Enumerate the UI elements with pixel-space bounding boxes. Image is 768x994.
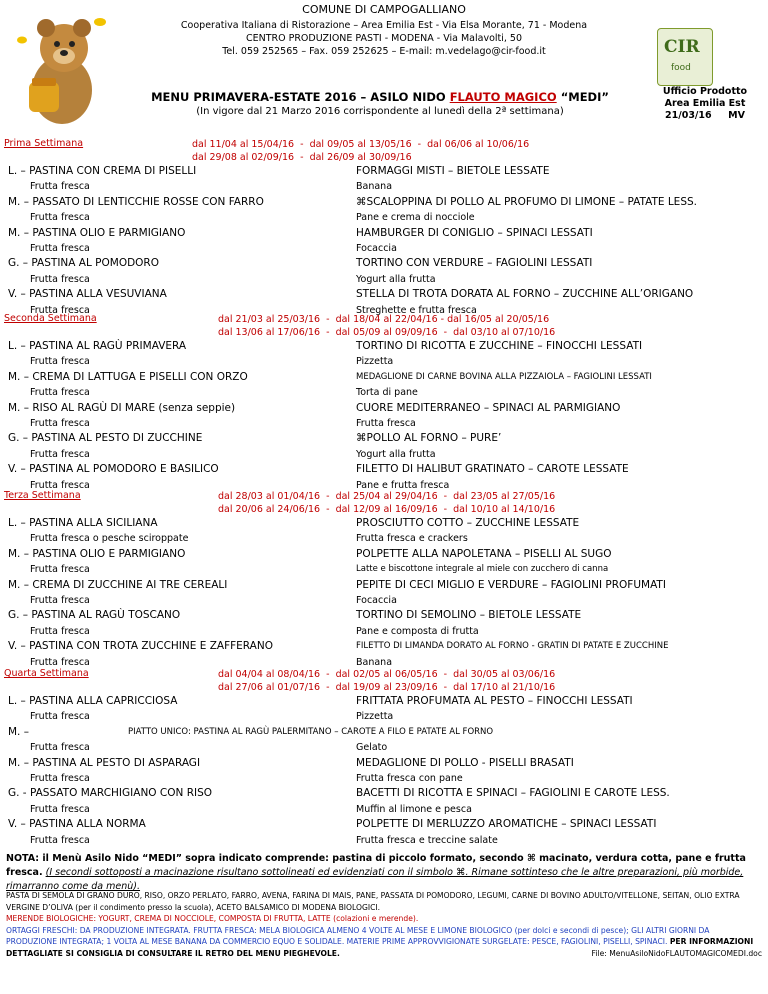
snack: Banana [356,656,393,668]
lunch-fruit: Frutta fresca [30,656,90,668]
snack: Yogurt alla frutta [356,448,436,460]
fine-print [6,890,762,959]
fine-bio-list: PASTA DI SEMOLA DI GRANO DURO, RISO, ORZO PERLATO, FARRO, AVENA, FARINA DI MAIS, PANE, PASSATA DI POMODORO, LEGUMI, CARNE DI BOVINO ADULTO/VITELLONE, SEITAN, OLIO EXTRA VERGINE D’OLIVA (per il condimento presso la scuola), ACETO BALSAMICO DI MODENA BIOLOGICI. [6,891,740,912]
logo-subtext: food [671,63,691,73]
lunch-dish: V. – PASTINA ALLA NORMA [8,818,146,831]
company-line-1: Cooperativa Italiana di Ristorazione – Area Emilia Est - Via Elsa Morante, 71 - Modena [180,20,588,31]
snack: Latte e biscottone integrale al miele con zucchero di canna [356,564,609,575]
lunch-fruit: Frutta fresca [30,742,90,754]
second-course: FRITTATA PROFUMATA AL PESTO – FINOCCHI LESSATI [356,695,633,707]
lunch-dish: M. – PASTINA AL PESTO DI ASPARAGI [8,756,201,769]
second-course: FILETTO DI LIMANDA DORATO AL FORNO - GRATIN DI PATATE E ZUCCHINE [356,641,669,652]
comune-title: COMUNE DI CAMPOGALLIANO [302,3,466,16]
week-label: Quarta Settimana [4,668,89,679]
fine-ortaggi: ORTAGGI FRESCHI: DA PRODUZIONE INTEGRATA. FRUTTA FRESCA: MELA BIOLOGICA ALMENO 4 VOLTE AL MESE E LIMONE BIOLOGICO (per dolci e secondi di pesce); GLI ALTRI GIORNI DA PRODUZIONE INTEGRATA; 1 VOLTA AL MESE BANANA DA COMMERCIO EQUO E SOLIDALE. MATERIE PRIME APPROVVIGIONATE SURGELATE: PESCE, FAGIOLINI, PISELLI, SPINACI. [6,925,710,946]
week-dates: dal 11/04 al 15/04/16 - dal 09/05 al 13/05/16 - dal 06/06 al 10/06/16 [192,139,530,150]
lunch-dish: V. – PASTINA ALLA VESUVIANA [8,288,167,301]
lunch-fruit: Frutta fresca [30,625,90,637]
cir-food-logo [657,28,713,86]
lunch-dish: L. – PASTINA ALLA SICILIANA [8,517,158,529]
week-label: Terza Settimana [4,490,81,501]
snack: Frutta fresca con pane [356,773,463,784]
snack: Focaccia [356,595,397,606]
lunch-dish: L. – PASTINA ALLA CAPRICCIOSA [8,695,178,707]
lunch-dish: M. – RISO AL RAGÙ DI MARE (senza seppie) [8,401,236,414]
bear-illustration [14,10,114,130]
note-block [6,852,762,894]
second-course: FORMAGGI MISTI – BIETOLE LESSATE [356,165,550,177]
second-course: PEPITE DI CECI MIGLIO E VERDURE – FAGIOLINI PROFUMATI [356,578,666,591]
note-lead: NOTA: il Menù Asilo Nido “MEDI” sopra indicato comprende: pastina di piccolo formato, secondo ⌘ macinato, verdura cotta, pane e frutta fresca. [6,853,746,878]
lunch-dish: L. – PASTINA CON CREMA DI PISELLI [8,165,197,177]
lunch-dish: M. – CREMA DI LATTUGA E PISELLI CON ORZO [8,370,248,383]
lunch-dish: L. – PASTINA AL RAGÙ PRIMAVERA [8,340,187,352]
snack: Pizzetta [356,711,394,723]
snack: Pane e crema di nocciole [356,212,475,224]
snack: Banana [356,181,393,193]
lunch-dish: M. – PASTINA OLIO E PARMIGIANO [8,226,186,239]
lunch-fruit: Frutta fresca [30,418,90,429]
lunch-dish: G. – PASTINA AL RAGÙ TOSCANO [8,609,181,622]
title-suffix: “MEDI” [556,90,609,104]
lunch-fruit: Frutta fresca [30,304,90,316]
lunch-dish: V. – PASTINA AL POMODORO E BASILICO [8,463,219,476]
lunch-fruit: Frutta fresca [30,803,90,815]
lunch-fruit: Frutta fresca [30,212,90,224]
lunch-fruit: Frutta fresca [30,711,90,723]
second-course: MEDAGLIONE DI POLLO - PISELLI BRASATI [356,756,574,769]
lunch-dish: M. – CREMA DI ZUCCHINE AI TRE CEREALI [8,578,228,591]
snack: Pizzetta [356,356,394,368]
week-dates: dal 21/03 al 25/03/16 - dal 18/04 al 22/04/16 - dal 16/05 al 20/05/16 [218,314,550,325]
second-course: TORTINO DI RICOTTA E ZUCCHINE – FINOCCHI LESSATI [356,340,643,352]
title-school-name: FLAUTO MAGICO [449,90,557,104]
office-line-2: Area Emilia Est [664,98,746,109]
company-info [0,19,768,58]
lunch-fruit: Frutta fresca o pesche sciroppate [30,533,189,545]
second-course: CUORE MEDITERRANEO – SPINACI AL PARMIGIANO [356,401,621,414]
lunch-dish: M. – [8,725,29,738]
lunch-fruit: Frutta fresca [30,595,90,606]
lunch-dish: V. – PASTINA CON TROTA ZUCCHINE E ZAFFERANO [8,640,273,653]
second-course: PROSCIUTTO COTTO – ZUCCHINE LESSATE [356,517,580,529]
snack: Frutta fresca e crackers [356,533,468,545]
second-course: STELLA DI TROTA DORATA AL FORNO – ZUCCHINE ALL’ORIGANO [356,288,694,301]
company-line-2: CENTRO PRODUZIONE PASTI - MODENA - Via Malavolti, 50 [245,33,523,44]
logo-text: CIR [664,37,700,57]
lunch-dish: G. – PASTINA AL POMODORO [8,257,159,270]
lunch-fruit: Frutta fresca [30,773,90,784]
lunch-dish: G. – PASTINA AL PESTO DI ZUCCHINE [8,432,203,445]
second-course: BACETTI DI RICOTTA E SPINACI – FAGIOLINI E CAROTE LESS. [356,787,670,800]
lunch-dish: M. – PASTINA OLIO E PARMIGIANO [8,547,186,560]
note-italic: (I secondi sottoposti a macinazione risultano sottolineati ed evidenziati con il simbolo ⌘. Rimane sottinteso che le altre preparazioni, più morbide, rimarranno come da menù). [6,867,744,892]
snack: Frutta fresca [356,418,416,429]
week-label: Prima Settimana [4,138,84,149]
second-course: TORTINO CON VERDURE – FAGIOLINI LESSATI [356,257,593,270]
second-course: MEDAGLIONE DI CARNE BOVINA ALLA PIZZAIOLA – FAGIOLINI LESSATI [356,371,652,382]
second-course: ⌘SCALOPPINA DI POLLO AL PROFUMO DI LIMONE – PATATE LESS. [356,195,697,208]
office-block [650,86,760,122]
second-course: HAMBURGER DI CONIGLIO – SPINACI LESSATI [356,226,593,239]
snack: Gelato [356,742,388,754]
lunch-fruit: Frutta fresca [30,273,90,285]
week-dates: dal 13/06 al 17/06/16 - dal 05/09 al 09/09/16 - dal 03/10 al 07/10/16 [218,327,556,338]
lunch-dish: G. - PASSATO MARCHIGIANO CON RISO [8,787,213,800]
second-course: TORTINO DI SEMOLINO – BIETOLE LESSATE [356,609,582,622]
second-course: ⌘POLLO AL FORNO – PURE’ [356,432,502,445]
snack: Pane e composta di frutta [356,625,479,637]
menu-title [120,90,640,104]
company-line-3: Tel. 059 252565 – Fax. 059 252625 – E-mail: m.vedelago@cir-food.it [222,46,546,57]
title-prefix: MENU PRIMAVERA-ESTATE 2016 – ASILO NIDO [151,90,450,104]
snack: Muffin al limone e pesca [356,803,472,815]
office-line-3: 21/03/16 MV [665,110,745,121]
week-dates: dal 20/06 al 24/06/16 - dal 12/09 al 16/09/16 - dal 10/10 al 14/10/16 [218,504,556,515]
week-dates: dal 04/04 al 08/04/16 - dal 02/05 al 06/05/16 - dal 30/05 al 03/06/16 [218,669,556,680]
fine-merende: MERENDE BIOLOGICHE: YOGURT, CREMA DI NOCCIOLE, COMPOSTA DI FRUTTA, LATTE (colazioni e merende). [6,914,419,923]
second-course: POLPETTE ALLA NAPOLETANA – PISELLI AL SUGO [356,547,612,560]
week-dates: dal 29/08 al 02/09/16 - dal 26/09 al 30/09/16 [192,152,412,163]
snack: Yogurt alla frutta [356,273,436,285]
week-dates: dal 28/03 al 01/04/16 - dal 25/04 al 29/04/16 - dal 23/05 al 27/05/16 [218,491,556,502]
second-course: POLPETTE DI MERLUZZO AROMATICHE – SPINACI LESSATI [356,818,657,831]
lunch-dish: M. – PASSATO DI LENTICCHIE ROSSE CON FARRO [8,195,264,208]
snack: Streghette e frutta fresca [356,304,477,316]
lunch-fruit: Frutta fresca [30,834,90,846]
snack: Pane e frutta fresca [356,479,450,491]
lunch-fruit: Frutta fresca [30,479,90,491]
week-label: Seconda Settimana [4,313,97,324]
lunch-fruit: Frutta fresca [30,387,90,399]
office-line-1: Ufficio Prodotto [662,86,748,97]
fine-info: PER INFORMAZIONI DETTAGLIATE SI CONSIGLIA DI CONSULTARE IL RETRO DEL MENU PIEGHEVOLE. [6,937,754,958]
menu-subtitle: (In vigore dal 21 Marzo 2016 corrispondente al lunedì della 2ª settimana) [196,106,564,117]
lunch-fruit: Frutta fresca [30,243,90,254]
week-dates: dal 27/06 al 01/07/16 - dal 19/09 al 23/09/16 - dal 17/10 al 21/10/16 [218,682,556,693]
snack: Frutta fresca e treccine salate [356,834,498,846]
second-course: FILETTO DI HALIBUT GRATINATO – CAROTE LESSATE [356,463,629,476]
file-name: File: MenuAsiloNidoFLAUTOMAGICOMEDI.doc [591,948,762,958]
lunch-fruit: Frutta fresca [30,448,90,460]
snack: Torta di pane [356,387,418,399]
lunch-fruit: Frutta fresca [30,564,90,576]
second-course: PIATTO UNICO: PASTINA AL RAGÙ PALERMITANO – CAROTE A FILO E PATATE AL FORNO [128,726,494,737]
lunch-fruit: Frutta fresca [30,356,90,368]
snack: Focaccia [356,243,397,254]
lunch-fruit: Frutta fresca [30,181,90,193]
